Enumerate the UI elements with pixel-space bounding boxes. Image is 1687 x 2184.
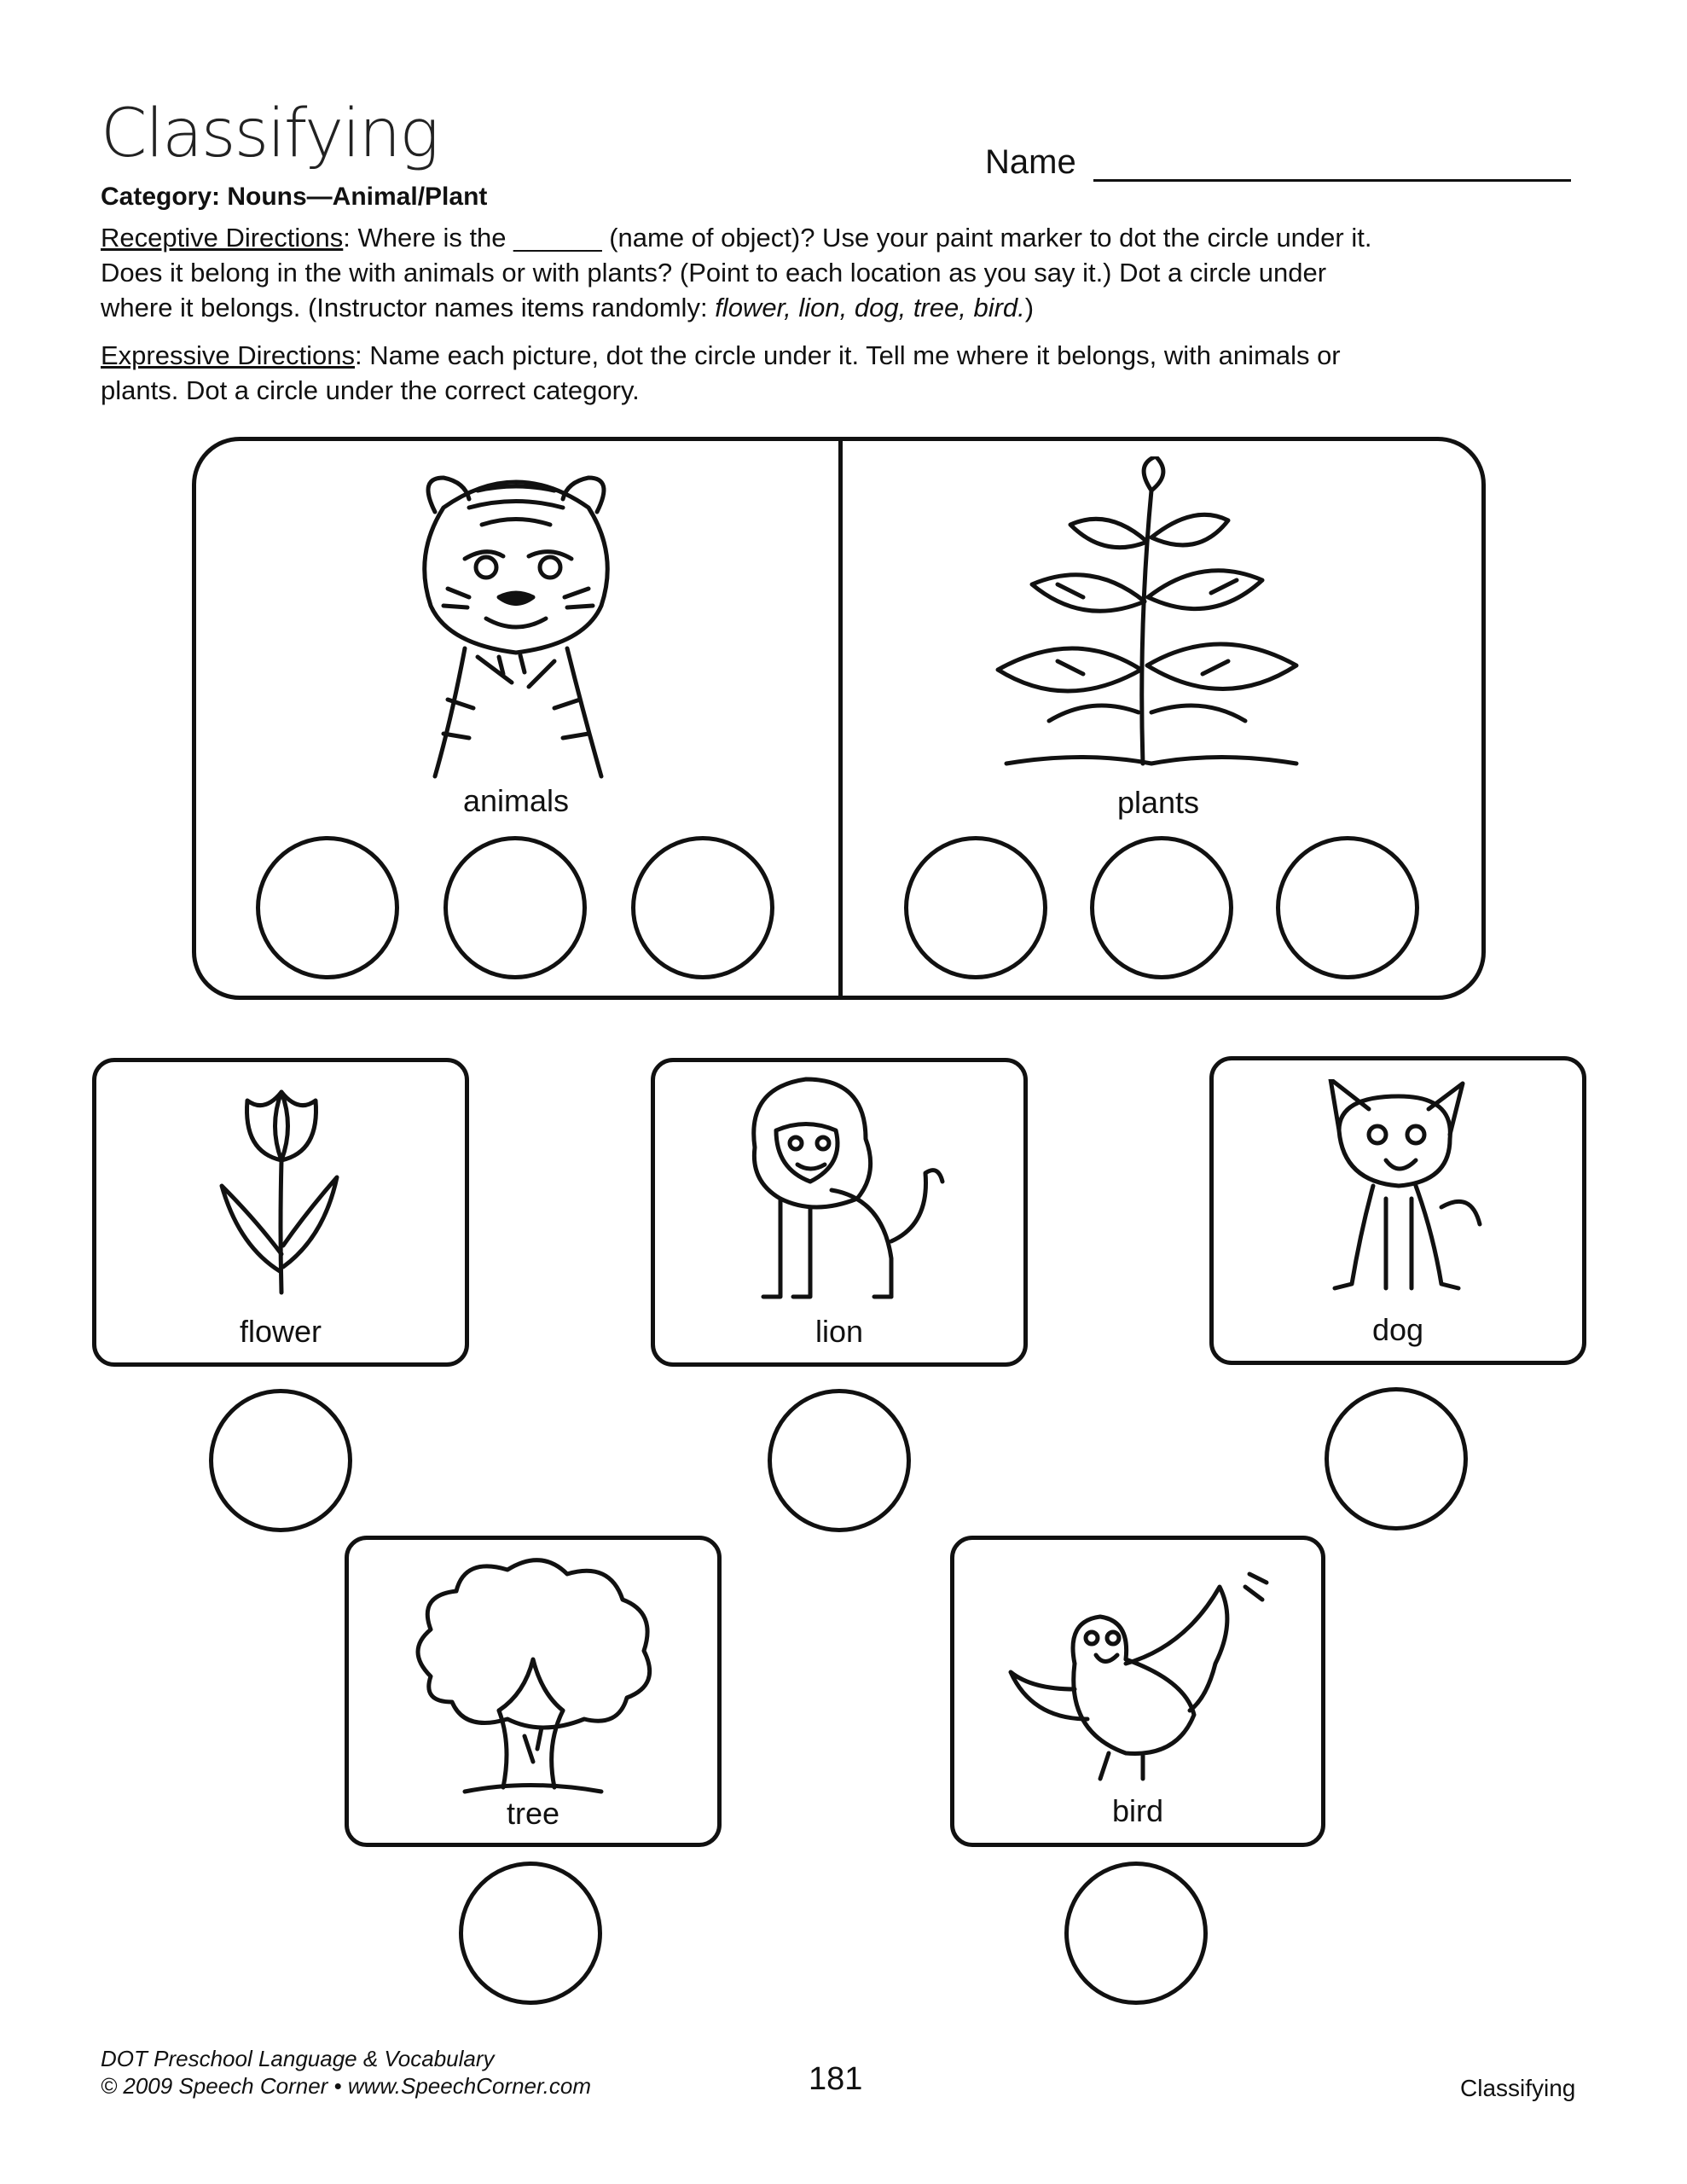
receptive-directions bbox=[101, 220, 1585, 325]
receptive-text-3: where it belongs. (Instructor names items randomly: bbox=[101, 293, 716, 322]
plants-circle-3[interactable] bbox=[1276, 836, 1419, 979]
expressive-directions bbox=[101, 338, 1585, 408]
page-number: 181 bbox=[809, 2061, 863, 2097]
flower-circle[interactable] bbox=[209, 1389, 352, 1532]
plants-circle-1[interactable] bbox=[904, 836, 1047, 979]
receptive-text-2: Does it belong in the with animals or with plants? (Point to each location as you say it.) Dot a circle under bbox=[101, 258, 1327, 288]
animals-circle-1[interactable] bbox=[256, 836, 399, 979]
lion-circle[interactable] bbox=[768, 1389, 911, 1532]
receptive-items: flower, lion, dog, tree, bird. bbox=[715, 293, 1025, 322]
dog-circle[interactable] bbox=[1325, 1387, 1468, 1531]
lion-label: lion bbox=[815, 1314, 864, 1349]
worksheet-title: Classifying bbox=[101, 96, 438, 172]
dog-label: dog bbox=[1371, 1312, 1424, 1347]
category-label: Category: Nouns—Animal/Plant bbox=[101, 183, 488, 211]
footer-book-title: DOT Preschool Language & Vocabulary bbox=[101, 2046, 495, 2071]
tiger-icon bbox=[384, 461, 648, 785]
category-divider bbox=[838, 439, 843, 998]
name-label: Name bbox=[985, 143, 1076, 181]
animals-circle-3[interactable] bbox=[631, 836, 774, 979]
animals-label: animals bbox=[462, 783, 570, 818]
expressive-text-2: plants. Dot a circle under the correct category. bbox=[101, 375, 640, 405]
receptive-close: ) bbox=[1024, 293, 1035, 322]
dog-icon bbox=[1313, 1079, 1493, 1301]
expressive-text-1: : Name each picture, dot the circle under it. Tell me where it belongs, with animals or bbox=[355, 340, 1341, 370]
name-line[interactable] bbox=[1093, 179, 1571, 182]
footer-copyright: © 2009 Speech Corner • www.SpeechCorner.com bbox=[101, 2073, 592, 2099]
receptive-text-1: : Where is the ______ (name of object)? Use your paint marker to dot the circle under it. bbox=[343, 223, 1372, 253]
lion-icon bbox=[729, 1071, 951, 1305]
plants-circle-2[interactable] bbox=[1090, 836, 1233, 979]
flower-icon bbox=[205, 1075, 358, 1297]
plant-icon bbox=[981, 456, 1313, 772]
tree-icon bbox=[405, 1548, 661, 1796]
receptive-directions-label: Receptive Directions bbox=[101, 223, 344, 253]
animals-circle-2[interactable] bbox=[443, 836, 587, 979]
tree-circle[interactable] bbox=[459, 1862, 602, 2005]
flower-label: flower bbox=[239, 1314, 322, 1349]
tree-label: tree bbox=[506, 1796, 560, 1831]
expressive-directions-label: Expressive Directions bbox=[101, 340, 356, 370]
plants-label: plants bbox=[1116, 785, 1200, 820]
bird-circle[interactable] bbox=[1064, 1862, 1208, 2005]
bird-icon bbox=[1006, 1570, 1279, 1783]
footer-section: Classifying bbox=[1460, 2075, 1576, 2101]
bird-label: bird bbox=[1111, 1793, 1164, 1828]
